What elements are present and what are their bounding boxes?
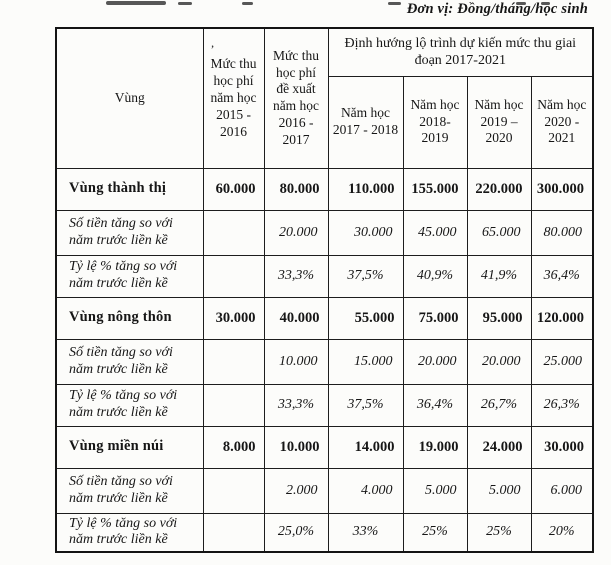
- cell-value: 300.000: [531, 168, 593, 210]
- header-roadmap-2017-2021: Định hướng lộ trình dự kiến mức thu giai đoạn 2017-2021: [328, 28, 593, 76]
- cell-value: 40,9%: [403, 255, 467, 297]
- row-label: Tỷ lệ % tăng so với năm trước liền kề: [56, 384, 203, 426]
- cell-value: 80.000: [264, 168, 328, 210]
- cell-value: 120.000: [531, 297, 593, 339]
- row-label: Số tiền tăng so với năm trước liền kề: [56, 210, 203, 255]
- row-label: Số tiền tăng so với năm trước liền kề: [56, 339, 203, 384]
- row-label: Tỷ lệ % tăng so với năm trước liền kề: [56, 513, 203, 552]
- cell-value: 37,5%: [328, 384, 403, 426]
- cell-value: 30.000: [203, 297, 264, 339]
- cell-value: 36,4%: [531, 255, 593, 297]
- cell-value: 4.000: [328, 468, 403, 513]
- unit-label: Đơn vị: Đồng/tháng/học sinh: [406, 1, 588, 17]
- cell-value: 55.000: [328, 297, 403, 339]
- cell-value: 65.000: [467, 210, 531, 255]
- header-year-2019-2020: Năm học 2019 – 2020: [467, 76, 531, 168]
- cell-value: 24.000: [467, 426, 531, 468]
- cell-value: 110.000: [328, 168, 403, 210]
- cell-value: 20.000: [403, 339, 467, 384]
- cell-value: 2.000: [264, 468, 328, 513]
- cell-value: 25,0%: [264, 513, 328, 552]
- cell-value: [203, 468, 264, 513]
- cell-value: 220.000: [467, 168, 531, 210]
- cell-value: 10.000: [264, 339, 328, 384]
- table-row-mountain-increase-percent: [56, 513, 593, 552]
- row-label: Vùng miền núi: [56, 426, 203, 468]
- row-label: Tỷ lệ % tăng so với năm trước liền kề: [56, 255, 203, 297]
- header-fee-2015-2016: [203, 28, 264, 168]
- tuition-fee-table: [55, 27, 594, 553]
- table-row-urban-increase-percent: [56, 255, 593, 297]
- cell-value: 20.000: [467, 339, 531, 384]
- cell-value: 8.000: [203, 426, 264, 468]
- row-label: Vùng nông thôn: [56, 297, 203, 339]
- cell-value: 40.000: [264, 297, 328, 339]
- header-fee-2016-2017: Mức thu học phí đề xuất năm học 2016 - 2017: [264, 28, 328, 168]
- cell-value: 33,3%: [264, 255, 328, 297]
- table-row-rural: [56, 297, 593, 339]
- cell-value: 5.000: [467, 468, 531, 513]
- cell-value: 20.000: [264, 210, 328, 255]
- header-year-2020-2021: Năm học 2020 - 2021: [531, 76, 593, 168]
- stray-mark-artifact: ’: [210, 42, 215, 56]
- cell-value: 95.000: [467, 297, 531, 339]
- cell-value: 41,9%: [467, 255, 531, 297]
- cell-value: 5.000: [403, 468, 467, 513]
- header-fee-2015-2016-label: Mức thu học phí năm học 2015 - 2016: [210, 56, 257, 139]
- cell-value: [203, 210, 264, 255]
- cell-value: 30.000: [328, 210, 403, 255]
- table-row-mountain-increase-amount: [56, 468, 593, 513]
- cell-value: 60.000: [203, 168, 264, 210]
- cell-value: 20%: [531, 513, 593, 552]
- cell-value: 80.000: [531, 210, 593, 255]
- cell-value: 25.000: [531, 339, 593, 384]
- cell-value: 26,7%: [467, 384, 531, 426]
- cell-value: 25%: [467, 513, 531, 552]
- cell-value: 37,5%: [328, 255, 403, 297]
- row-label: Vùng thành thị: [56, 168, 203, 210]
- header-region: Vùng: [56, 28, 203, 168]
- cell-value: 155.000: [403, 168, 467, 210]
- cell-value: 10.000: [264, 426, 328, 468]
- cell-value: 26,3%: [531, 384, 593, 426]
- cell-value: 15.000: [328, 339, 403, 384]
- row-label: Số tiền tăng so với năm trước liền kề: [56, 468, 203, 513]
- table-row-rural-increase-percent: [56, 384, 593, 426]
- header-year-2018-2019: Năm học 2018-2019: [403, 76, 467, 168]
- cell-value: 36,4%: [403, 384, 467, 426]
- cell-value: [203, 339, 264, 384]
- cell-value: 14.000: [328, 426, 403, 468]
- cell-value: 19.000: [403, 426, 467, 468]
- cell-value: [203, 255, 264, 297]
- table-row-urban: [56, 168, 593, 210]
- cell-value: 75.000: [403, 297, 467, 339]
- cell-value: 33,3%: [264, 384, 328, 426]
- table-row-urban-increase-amount: [56, 210, 593, 255]
- table-row-rural-increase-amount: [56, 339, 593, 384]
- cell-value: 6.000: [531, 468, 593, 513]
- table-row-mountain: [56, 426, 593, 468]
- cell-value: [203, 513, 264, 552]
- cell-value: 30.000: [531, 426, 593, 468]
- header-year-2017-2018: Năm học 2017 - 2018: [328, 76, 403, 168]
- cell-value: 25%: [403, 513, 467, 552]
- cell-value: 45.000: [403, 210, 467, 255]
- cell-value: 33%: [328, 513, 403, 552]
- cell-value: [203, 384, 264, 426]
